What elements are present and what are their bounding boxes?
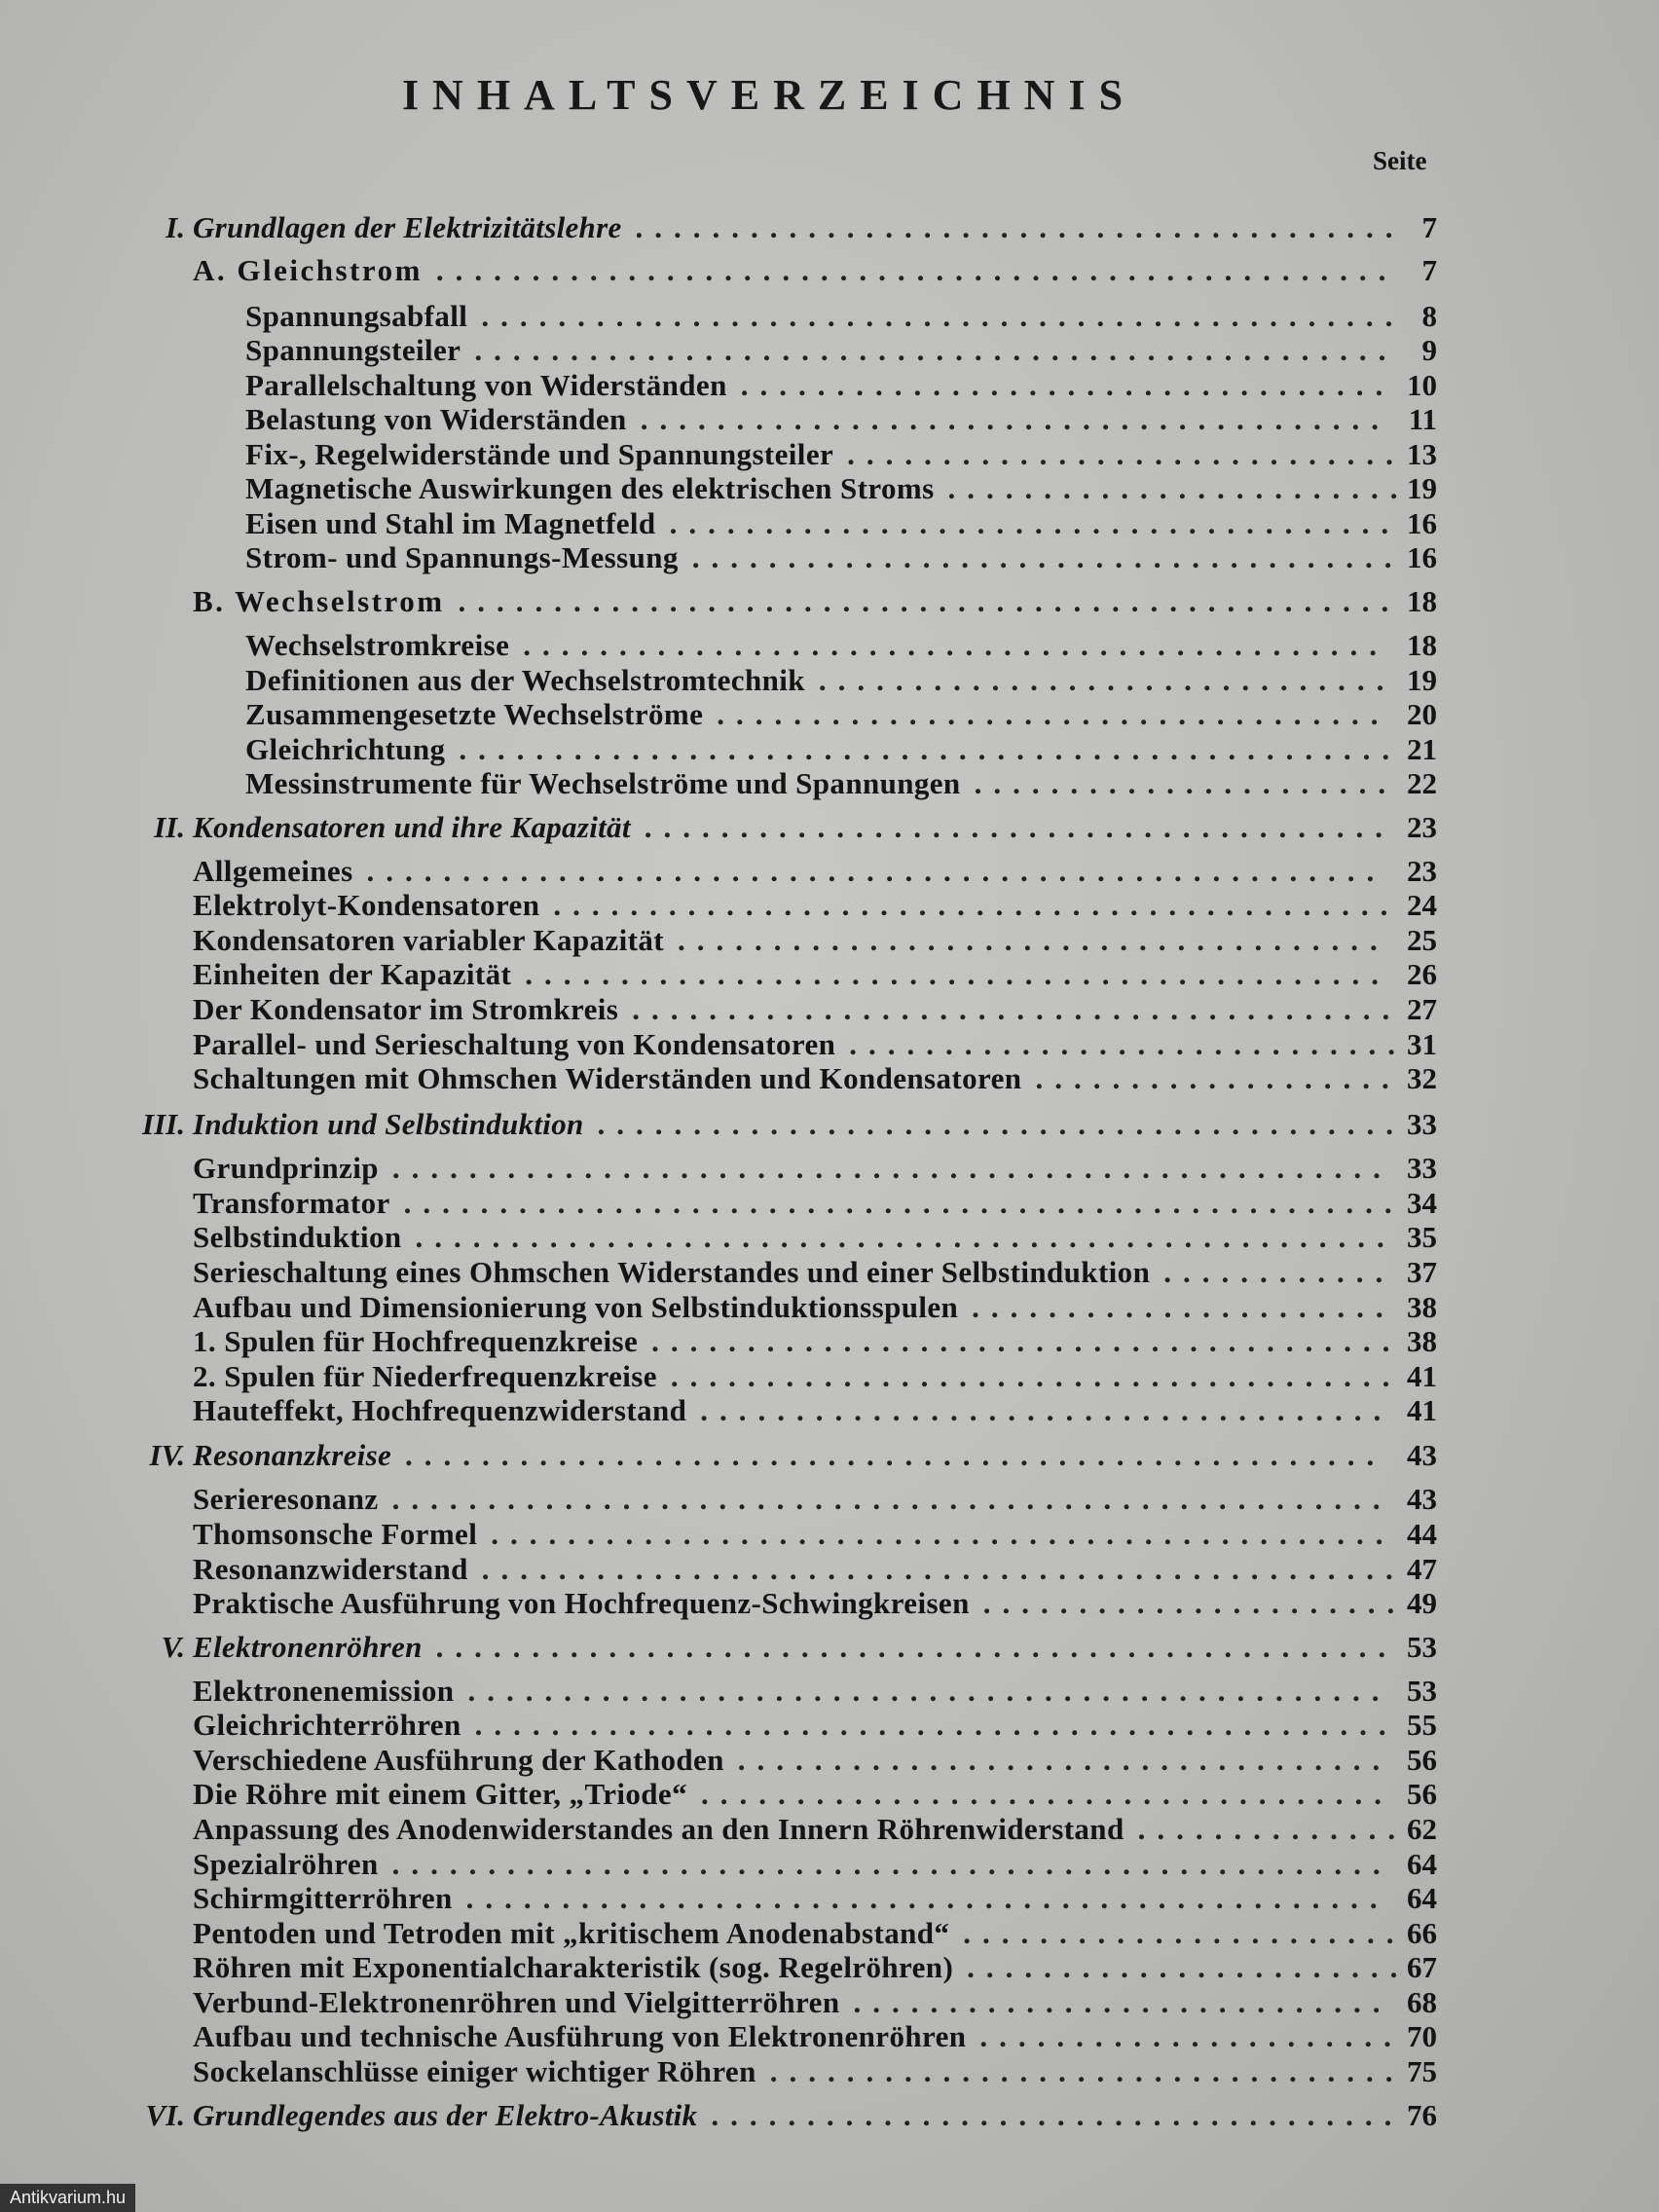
entry-title: Parallelschaltung von Widerständen: [245, 368, 727, 402]
chapter-title: Induktion und Selbstinduktion: [193, 1107, 584, 1141]
toc-entry: [0, 1480, 1659, 1519]
dot-leader: ................................................: [474, 1708, 1398, 1742]
toc-entry: [0, 1879, 1659, 1918]
toc-entry: [0, 1436, 1659, 1475]
dot-leader: ................................................: [481, 1552, 1405, 1586]
dot-leader: ..........................................: [597, 1107, 1406, 1141]
toc-entry: [0, 852, 1659, 891]
dot-leader: ............................: [853, 1985, 1392, 2019]
page-number: 75: [1407, 2054, 1437, 2088]
entry-title: Definitionen aus der Wechselstromtechnik: [245, 663, 805, 697]
section-title: B. Wechselstrom: [193, 584, 445, 618]
entry-title: Aufbau und Dimensionierung von Selbstinduktionsspulen: [193, 1290, 959, 1324]
page-number: 56: [1407, 1743, 1437, 1777]
page-number: 34: [1407, 1186, 1437, 1220]
chapter-number: IV.: [149, 1438, 185, 1472]
page-number: 18: [1407, 628, 1437, 662]
entry-title: Spezialröhren: [193, 1847, 379, 1881]
page-number: 49: [1407, 1586, 1437, 1620]
toc-entry: [0, 1288, 1659, 1327]
page-number: 68: [1407, 1985, 1437, 2019]
dot-leader: .......................................: [651, 1324, 1402, 1358]
toc-entry: [0, 1983, 1659, 2022]
page-number: 47: [1407, 1552, 1437, 1586]
page-number: 64: [1407, 1881, 1437, 1915]
dot-leader: .............................................: [525, 957, 1390, 991]
dot-leader: ....................................................: [391, 1151, 1392, 1185]
entry-title: Aufbau und technische Ausführung von Elektronenröhren: [193, 2019, 967, 2053]
page-number: 24: [1407, 888, 1437, 922]
page-number: 76: [1407, 2098, 1437, 2132]
dot-leader: ......................: [972, 1290, 1395, 1324]
page-number: 26: [1407, 957, 1437, 991]
toc-entry: [0, 297, 1659, 336]
chapter-number: II.: [154, 810, 185, 844]
dot-leader: ......................: [974, 766, 1398, 800]
dot-leader: .....................................................: [366, 854, 1386, 888]
dot-leader: .................................................: [459, 732, 1402, 766]
toc-entry: [0, 1810, 1659, 1849]
toc-entry: [0, 730, 1659, 769]
page-number: 31: [1407, 1027, 1437, 1061]
entry-title: 2. Spulen für Niederfrequenzkreise: [193, 1359, 657, 1393]
page-number: 10: [1407, 368, 1437, 402]
dot-leader: ......................: [982, 1586, 1407, 1620]
dot-leader: ..................................: [740, 368, 1395, 402]
chapter-title: Kondensatoren und ihre Kapazität: [193, 810, 631, 844]
entry-title: Röhren mit Exponentialcharakteristik (sog. Regelröhren): [193, 1950, 954, 1984]
entry-title: Messinstrumente für Wechselströme und Spannungen: [245, 766, 961, 800]
page-number: 66: [1407, 1916, 1437, 1950]
toc-entry: [0, 1584, 1659, 1623]
dot-leader: ...................................: [717, 697, 1390, 731]
toc-entry: [0, 2052, 1659, 2091]
entry-title: Spannungsabfall: [245, 299, 468, 333]
toc-entry: [0, 808, 1659, 847]
page-number: 8: [1421, 299, 1437, 333]
dot-leader: .............................: [849, 1027, 1408, 1061]
dot-leader: ................................................: [467, 1674, 1391, 1708]
toc-entry: [0, 955, 1659, 994]
entry-title: Transformator: [193, 1186, 390, 1220]
entry-title: Kondensatoren variabler Kapazität: [193, 923, 664, 957]
entry-title: Pentoden und Tetroden mit „kritischem Anodenabstand“: [193, 1916, 950, 1950]
dot-leader: ....................................................: [403, 1186, 1404, 1220]
toc-entry: [0, 1741, 1659, 1780]
dot-leader: ..............................: [818, 663, 1396, 697]
toc-entry: [0, 1218, 1659, 1257]
toc-entry: [0, 400, 1659, 439]
toc-entry: [0, 504, 1659, 543]
page-number: 25: [1407, 923, 1437, 957]
entry-title: Fix-, Regelwiderstände und Spannungsteiler: [245, 437, 834, 471]
toc-entry: [0, 1184, 1659, 1223]
dot-leader: .............................: [847, 437, 1405, 471]
entry-title: Eisen und Stahl im Magnetfeld: [245, 506, 656, 540]
page-number: 18: [1407, 584, 1437, 618]
page-number: 19: [1407, 663, 1437, 697]
page-number: 22: [1407, 766, 1437, 800]
dot-leader: ........................: [947, 471, 1410, 505]
page-number: 55: [1407, 1708, 1437, 1742]
page-number: 7: [1421, 253, 1437, 287]
chapter-title: Resonanzkreise: [193, 1438, 392, 1472]
page-number: 44: [1407, 1517, 1437, 1551]
entry-title: Hauteffekt, Hochfrequenzwiderstand: [193, 1393, 687, 1427]
entry-title: Gleichrichtung: [245, 732, 446, 766]
toc-entry: [0, 1672, 1659, 1711]
entry-title: Anpassung des Anodenwiderstandes an den Innern Röhrenwiderstand: [193, 1812, 1124, 1846]
entry-title: Praktische Ausführung von Hochfrequenz-Schwingkreisen: [193, 1586, 970, 1620]
entry-title: Belastung von Widerständen: [245, 402, 627, 436]
page-number: 41: [1407, 1359, 1437, 1393]
page-number: 13: [1407, 437, 1437, 471]
page-number: 32: [1407, 1061, 1437, 1095]
dot-leader: ......................................: [669, 506, 1401, 540]
toc-entry: [0, 1025, 1659, 1064]
page-title: INHALTSVERZEICHNIS: [401, 71, 1137, 119]
toc-entry: [0, 1391, 1659, 1430]
entry-title: Der Kondensator im Stromkreis: [193, 992, 619, 1026]
toc-entry: [0, 366, 1659, 405]
toc-entry: [0, 1059, 1659, 1098]
toc-entry: [0, 921, 1659, 960]
dot-leader: ..................................: [737, 1743, 1392, 1777]
chapter-number: I.: [166, 210, 185, 244]
dot-leader: .......................: [967, 1950, 1410, 1984]
chapter-title: Elektronenröhren: [193, 1630, 423, 1664]
dot-leader: ......................: [979, 2019, 1403, 2053]
entry-title: Wechselstromkreise: [245, 628, 510, 662]
dot-leader: .......................: [963, 1916, 1406, 1950]
chapter-title: Grundlegendes aus der Elektro-Akustik: [193, 2098, 698, 2132]
page-number: 38: [1407, 1290, 1437, 1324]
dot-leader: .............................................: [523, 628, 1388, 662]
dot-leader: ....................................: [711, 2098, 1404, 2132]
entry-title: Spannungsteiler: [245, 333, 461, 367]
page-number: 7: [1421, 210, 1437, 244]
entry-title: Verbund-Elektronenröhren und Vielgitterröhren: [193, 1985, 840, 2019]
entry-title: 1. Spulen für Hochfrequenzkreise: [193, 1324, 639, 1358]
dot-leader: ...................: [1035, 1061, 1401, 1095]
toc-entry: [0, 764, 1659, 803]
toc-entry: [0, 1149, 1659, 1188]
toc-entry: [0, 1105, 1659, 1144]
dot-leader: ............: [1163, 1255, 1395, 1289]
dot-leader: ................................................: [465, 1881, 1389, 1915]
page-number: 16: [1407, 540, 1437, 574]
toc-entry: [0, 2017, 1659, 2056]
toc-entry: [0, 1628, 1659, 1667]
chapter-number: VI.: [145, 2098, 185, 2132]
page-number: 21: [1407, 732, 1437, 766]
entry-title: Gleichrichterröhren: [193, 1708, 461, 1742]
page-number: 23: [1407, 854, 1437, 888]
dot-leader: ................................................: [474, 333, 1398, 367]
entry-title: Elektronenemission: [193, 1674, 455, 1708]
page-number: 62: [1407, 1812, 1437, 1846]
chapter-number: V.: [161, 1630, 185, 1664]
dot-leader: .................................: [769, 2054, 1405, 2088]
entry-title: Schaltungen mit Ohmschen Widerständen und Kondensatoren: [193, 1061, 1022, 1095]
entry-title: Serieresonanz: [193, 1482, 379, 1516]
entry-title: Sockelanschlüsse einiger wichtiger Röhren: [193, 2054, 756, 2088]
dot-leader: ......................................: [670, 1359, 1402, 1393]
dot-leader: ........................................: [632, 992, 1402, 1026]
toc-entry: [0, 331, 1659, 370]
page-number: 53: [1407, 1630, 1437, 1664]
toc-entry: [0, 1515, 1659, 1554]
dot-leader: ..................................................: [435, 253, 1398, 287]
page-number: 37: [1407, 1255, 1437, 1289]
page-number: 70: [1407, 2019, 1437, 2053]
toc-entry: [0, 1550, 1659, 1589]
page-number: 11: [1408, 402, 1437, 436]
toc-entry: [0, 2096, 1659, 2135]
dot-leader: ....................................................: [391, 1847, 1392, 1881]
page-number: 33: [1407, 1107, 1437, 1141]
page-number: 43: [1407, 1482, 1437, 1516]
toc-entry: [0, 1322, 1659, 1361]
dot-leader: ....................................: [701, 1777, 1393, 1811]
page-number: 53: [1407, 1674, 1437, 1708]
entry-title: Resonanzwiderstand: [193, 1552, 468, 1586]
toc-entry: [0, 538, 1659, 577]
page-column-header: Seite: [1373, 146, 1427, 175]
toc-entry: [0, 1706, 1659, 1745]
watermark: Antikvarium.hu: [0, 2184, 135, 2212]
entry-title: Grundprinzip: [193, 1151, 379, 1185]
page-number: 56: [1407, 1777, 1437, 1811]
toc-entry: [0, 886, 1659, 925]
entry-title: Zusammengesetzte Wechselströme: [245, 697, 704, 731]
toc-entry: [0, 1914, 1659, 1953]
entry-title: Strom- und Spannungs-Messung: [245, 540, 679, 574]
page-number: 9: [1421, 333, 1437, 367]
entry-title: Allgemeines: [193, 854, 353, 888]
toc-entry: [0, 1253, 1659, 1292]
toc-entry: [0, 990, 1659, 1029]
page-number: 27: [1407, 992, 1437, 1026]
entry-title: Verschiedene Ausführung der Kathoden: [193, 1743, 724, 1777]
entry-title: Die Röhre mit einem Gitter, „Triode“: [193, 1777, 687, 1811]
chapter-title: Grundlagen der Elektrizitätslehre: [193, 210, 622, 244]
entry-title: Einheiten der Kapazität: [193, 957, 512, 991]
dot-leader: .......................................: [644, 810, 1394, 844]
entry-title: Parallel- und Serieschaltung von Kondensatoren: [193, 1027, 836, 1061]
dot-leader: .......................................: [640, 402, 1390, 436]
dot-leader: ...................................................: [405, 1438, 1386, 1472]
dot-leader: ............................................: [553, 888, 1400, 922]
page-number: 35: [1407, 1220, 1437, 1254]
page-number: 38: [1407, 1324, 1437, 1358]
section-title: A. Gleichstrom: [193, 253, 423, 287]
dot-leader: ....................................................: [391, 1482, 1392, 1516]
dot-leader: .....................................: [691, 540, 1404, 574]
toc-entry: [0, 251, 1659, 290]
entry-title: Thomsonsche Formel: [193, 1517, 478, 1551]
dot-leader: ..............: [1137, 1812, 1408, 1846]
entry-title: Serieschaltung eines Ohmschen Widerstandes und einer Selbstinduktion: [193, 1255, 1151, 1289]
dot-leader: ................................................: [481, 299, 1405, 333]
dot-leader: ..................................................: [435, 1630, 1398, 1664]
page-number: 16: [1407, 506, 1437, 540]
toc-entry: [0, 661, 1659, 700]
entry-title: Selbstinduktion: [193, 1220, 402, 1254]
toc-entry: [0, 1948, 1659, 1987]
dot-leader: ....................................: [700, 1393, 1393, 1427]
entry-title: Schirmgitterröhren: [193, 1881, 453, 1915]
toc-entry: [0, 695, 1659, 734]
toc-entry: [0, 435, 1659, 474]
page-number: 23: [1407, 810, 1437, 844]
entry-title: Magnetische Auswirkungen des elektrischen Stroms: [245, 471, 935, 505]
toc-entry: [0, 208, 1659, 247]
toc-entry: [0, 1357, 1659, 1396]
page-number: 19: [1407, 471, 1437, 505]
page-number: 43: [1407, 1438, 1437, 1472]
dot-leader: .................................................: [458, 584, 1401, 618]
dot-leader: ........................................: [635, 210, 1405, 244]
toc-entry: [0, 582, 1659, 621]
page-number: 67: [1407, 1950, 1437, 1984]
page-number: 41: [1407, 1393, 1437, 1427]
toc-entry: [0, 626, 1659, 665]
dot-leader: .....................................: [677, 923, 1389, 957]
chapter-number: III.: [142, 1107, 185, 1141]
page-number: 64: [1407, 1847, 1437, 1881]
toc-entry: [0, 469, 1659, 508]
toc-entry: [0, 1775, 1659, 1814]
dot-leader: ...................................................: [415, 1220, 1396, 1254]
entry-title: Elektrolyt-Kondensatoren: [193, 888, 540, 922]
page-number: 20: [1407, 697, 1437, 731]
dot-leader: ...............................................: [491, 1517, 1395, 1551]
page-number: 33: [1407, 1151, 1437, 1185]
toc-entry: [0, 1845, 1659, 1884]
